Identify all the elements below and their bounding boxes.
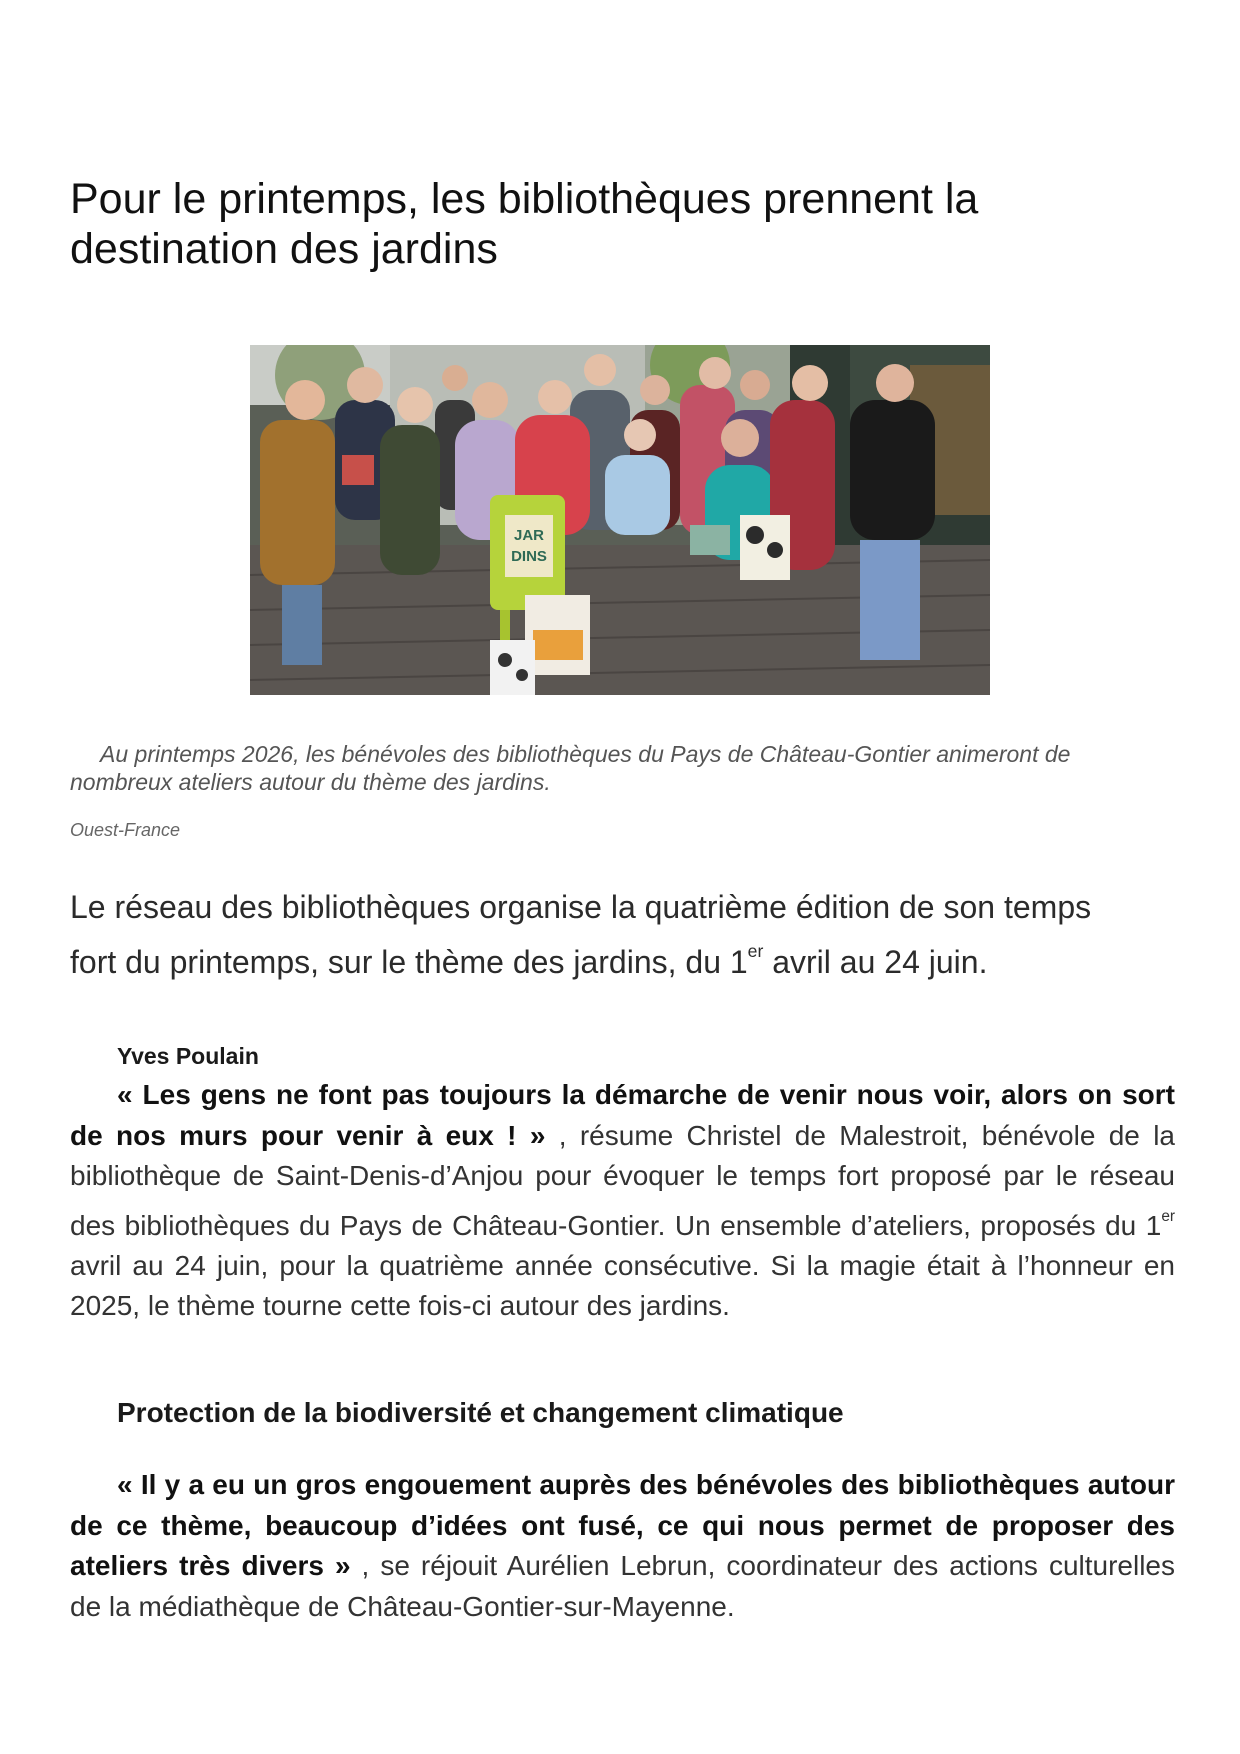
lead-text-end: avril au 24 juin. [763,943,988,980]
quote-1: « Les gens ne font pas toujours la démarche de venir nous voir, alors on sort de nos murs pour venir à eux ! » [70,1079,1175,1151]
article-photo [250,345,990,695]
paragraph-1-text: , résume Christel de Malestroit, bénévole de la bibliothèque de Saint-Denis-d’Anjou pour évoquer le temps fort proposé par le réseau des bibliothèques du Pays de Château-Gontier. Un ensemble d’ateliers, proposés du 1 [70,1119,1175,1241]
article-subheading: Protection de la biodiversité et changement climatique [117,1397,844,1428]
paragraph-1-superscript: er [1161,1207,1175,1225]
paragraph-1-text-end: avril au 24 juin, pour la quatrième année consécutive. Si la magie était à l’honneur en 2025, le thème tourne cette fois-ci autour des jardins. [70,1249,1175,1322]
lead-text-start: Le réseau des bibliothèques organise la quatrième édition de son temps fort du printemps, sur le thème des jardins, du 1 [70,889,1092,980]
paragraph-2-text: , se réjouit Aurélien Lebrun, coordinateur des actions culturelles de la médiathèque de Château-Gontier-sur-Mayenne. [70,1550,1175,1622]
article-author: Yves Poulain [117,1043,259,1069]
lead-superscript: er [747,941,764,961]
paragraph-2 [70,1465,1175,1627]
article-title: Pour le printemps, les bibliothèques prennent la destination des jardins [70,175,979,273]
photo-credit: Ouest-France [70,820,181,840]
jar-sign-top: JAR [513,527,545,544]
paragraph-1 [70,1075,1175,1327]
photo-caption: Au printemps 2026, les bénévoles des bibliothèques du Pays de Château-Gontier animeront de nombreux ateliers autour du thème des jardins. [70,741,1071,795]
article-lead [70,885,1130,984]
quote-2: « Il y a eu un gros engouement auprès des bénévoles des bibliothèques autour de ce thème, beaucoup d’idées ont fusé, ce qui nous permet de proposer des ateliers très divers » [70,1469,1175,1581]
jar-sign-bottom: DINS [511,548,547,565]
